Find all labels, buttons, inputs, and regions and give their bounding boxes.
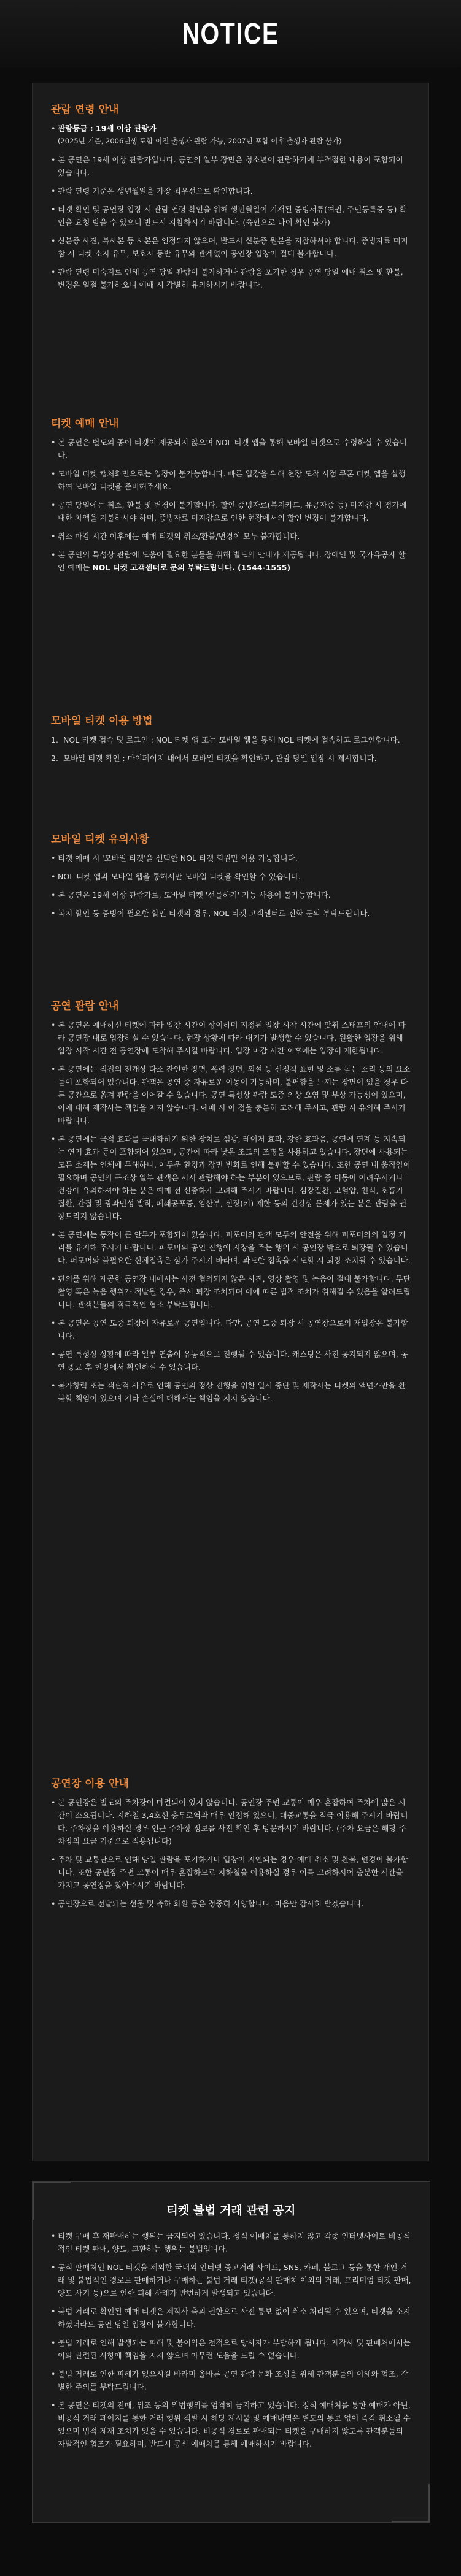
- notice-item: [51, 1348, 412, 1374]
- item-text: 티켓 구매 후 재판매하는 행위는 금지되어 있습니다. 정식 예매처를 통하지 않고 각종 인터넷사이트 비공식적인 티켓 판매, 양도, 교환하는 행위는 불법입니다.: [58, 2231, 411, 2253]
- item-emphasis: NOL 티켓 고객센터로 문의: [92, 563, 185, 572]
- item-text: 공연 특성상 상황에 따라 일부 연출이 유동적으로 진행될 수 있습니다. 캐스팅은 사전 공지되지 않으며, 공연 종료 후 현장에서 확인하실 수 있습니다.: [58, 1350, 408, 1372]
- notice-item: [51, 266, 412, 291]
- item-text: 관람 연령 미숙지로 인해 공연 당일 관람이 불가하거나 관람을 포기한 경우 공연 당일 예매 취소 및 환불, 변경은 일절 불가하오니 예매 시 각별히 유의하시기 바랍니다.: [58, 267, 403, 289]
- section-heading: 관람 연령 안내: [51, 104, 119, 116]
- illegal-trade-title: 티켓 불법 거래 관련 공지: [166, 2204, 296, 2217]
- item-text: NOL 티켓 접속 및 로그인 : NOL 티켓 앱 또는 모바일 웹을 통해 NOL 티켓에 접속하고 로그인합니다.: [63, 735, 400, 744]
- notice-item: [51, 436, 412, 462]
- notice-item: [51, 234, 412, 260]
- notice-item: [51, 2336, 412, 2362]
- item-text: 본 공연은 공연 도중 퇴장이 자유로운 공연입니다. 다만, 공연 도중 퇴장 시 공연장으로의 재입장은 불가합니다.: [58, 1318, 408, 1340]
- item-text: 신분증 사진, 복사본 등 사본은 인정되지 않으며, 반드시 신분증 원본을 지참하셔야 합니다. 증빙자료 미지참 시 티켓 소지 유무, 보호자 동반 유무와 관계없이 공연장 입장이 절대 불가합니다.: [58, 236, 408, 258]
- notice-item: [51, 1796, 412, 1848]
- item-text: 공연 당일에는 취소, 환불 및 변경이 불가합니다. 할인 증빙자료(복지카드, 유공자증 등) 미지참 시 정가에 대한 차액을 지불하셔야 하며, 증빙자료 미지참으로 인한 현장에서의 할인 변경이 불가합니다.: [58, 500, 407, 522]
- age-section: [51, 101, 412, 297]
- section-heading: 티켓 예매 안내: [51, 418, 119, 430]
- item-text: 본 공연의 특성상 관람에 도움이 필요한 분들을 위해 별도의 안내가 제공됩니다. 장애인 및 국가유공자 할인 예매는: [58, 550, 406, 572]
- notice-item: [51, 548, 412, 574]
- item-text: NOL 티켓 앱과 모바일 웹을 통해서만 모바일 티켓을 확인할 수 있습니다.: [58, 872, 301, 881]
- notice-item: [51, 2368, 412, 2393]
- item-text: 본 공연은 19세 이상 관람가입니다. 공연의 일부 장면은 청소년이 관람하기에 부적절한 내용이 포함되어 있습니다.: [58, 155, 403, 177]
- notice-item: [51, 852, 412, 865]
- item-text: (2025년 기준, 2006년생 포함 이전 출생자 관람 가능, 2007년 포함 이후 출생자 관람 불가): [58, 137, 342, 145]
- notice-item: [51, 1228, 412, 1267]
- notice-item: [51, 122, 412, 148]
- notice-item: [51, 733, 412, 746]
- item-text: 불법 거래로 인해 발생되는 피해 및 불이익은 전적으로 당사자가 부담하게 됩니다. 제작사 및 판매처에서는 이와 관련된 사항에 책임을 지지 않으며 아무런 도움을 드릴 수 없습니다.: [58, 2338, 411, 2360]
- item-number: 2.: [51, 754, 58, 763]
- item-text: 모바일 티켓 확인 : 마이페이지 내에서 모바일 티켓을 확인하고, 관람 당일 입장 시 제시합니다.: [63, 754, 377, 763]
- notice-item: [51, 530, 412, 543]
- section-heading: 모바일 티켓 이용 방법: [51, 715, 153, 727]
- notice-item: [51, 1272, 412, 1311]
- item-text: 티켓 예매 시 '모바일 티켓'을 선택한 NOL 티켓 회원만 이용 가능합니다.: [58, 854, 298, 863]
- notice-item: [51, 907, 412, 920]
- notice-list: [51, 1019, 412, 1405]
- viewing-section: [51, 997, 412, 1410]
- item-text: 티켓 확인 및 공연장 입장 시 관람 연령 확인을 위해 생년월일이 기재된 증빙서류(여권, 주민등록증 등) 확인을 요청 받을 수 있으니 반드시 지참하시기 바랍니다. (육안으로 나이 확인 불가): [58, 205, 407, 227]
- notice-item: [51, 1379, 412, 1405]
- item-text: 본 공연은 별도의 종이 티켓이 제공되지 않으며 NOL 티켓 앱을 통해 모바일 티켓으로 수령하실 수 있습니다.: [58, 438, 407, 460]
- item-text: 관람 연령 기준은 생년월일을 가장 최우선으로 확인합니다.: [58, 186, 253, 196]
- notice-item: [51, 1063, 412, 1127]
- notice-banner: [0, 0, 461, 67]
- notice-item: [51, 1853, 412, 1892]
- item-text: 불가항력 또는 객관적 사유로 인해 공연의 정상 진행을 위한 일시 중단 및 제작사는 티켓의 액면가만을 환불할 책임이 있으며 기타 손실에 대해서는 책임을 지지 않습니다.: [58, 1381, 406, 1403]
- item-tail: 부탁드립니다. (1544-1555): [185, 563, 291, 572]
- notice-list: [51, 852, 412, 920]
- notice-item: [51, 2261, 412, 2299]
- howto-section: [51, 712, 412, 770]
- illegal-trade-section: [51, 2230, 412, 2456]
- item-text: 불법 거래로 인한 피해가 없으시길 바라며 올바른 공연 관람 문화 조성을 위해 관객분들의 이해와 협조, 각별한 주의를 부탁드립니다.: [58, 2369, 408, 2391]
- illegal-trade-panel: [32, 2181, 430, 2523]
- item-text: 본 공연은 예매하신 티켓에 따라 입장 시간이 상이하며 지정된 입장 시작 시간에 맞춰 스태프의 안내에 따라 공연장 내로 입장하실 수 있습니다. 현장 상황에 따라 대기가 발생할 수 있습니다. 원활한 입장을 위해 입장 시작 시간 전 공연장에 도착해 주시길 바랍니다. 입장 마감 시간 이후에는 입장이 제한됩니다.: [58, 1020, 406, 1055]
- venue-section: [51, 1775, 412, 1916]
- notice-item: [51, 870, 412, 883]
- item-text: 공연장으로 전달되는 선물 및 축하 화환 등은 정중히 사양합니다. 마음만 감사히 받겠습니다.: [58, 1899, 364, 1908]
- item-text: 공식 판매처인 NOL 티켓을 제외한 국내외 인터넷 중고거래 사이트, SNS, 카페, 블로그 등을 통한 개인 거래 및 불법적인 경로로 판매하거나 구매하는 불법 거래 티켓(공식 판매처 이외의 거래, 프리미엄 티켓 판매, 양도 사기 등)으로 인한 피해 사례가 반번하게 발생되고 있습니다.: [58, 2263, 411, 2298]
- notice-item: [51, 1317, 412, 1342]
- item-text: 불법 거래로 확인된 예매 티켓은 제작사 측의 권한으로 사전 통보 없이 취소 처리될 수 있으며, 티켓을 소지하셨더라도 공연 당일 입장이 불가합니다.: [58, 2307, 411, 2329]
- section-heading: 공연 관람 안내: [51, 1000, 119, 1012]
- mobile-section: [51, 830, 412, 925]
- section-heading: 공연장 이용 안내: [51, 1778, 129, 1790]
- item-text: 복지 할인 등 증빙이 필요한 할인 티켓의 경우, NOL 티켓 고객센터로 전화 문의 부탁드립니다.: [58, 909, 370, 918]
- notice-list: [51, 122, 412, 291]
- item-text: 본 공연은 티켓의 전매, 위조 등의 위법행위를 엄격히 금지하고 있습니다. 정식 예매처를 통한 예매가 아닌, 비공식 거래 페이지를 통한 거래 행위 적발 시 해당 계시물 및 예매내역은 별도의 통보 없이 즉각 취소될 수 있으며 법적 제재 조치가 있을 수 있습니다. 비공식 경로로 판매되는 티켓을 구매하지 않도록 관객분들의 자발적인 협조가 필요하며, 반드시 공식 예매처를 통해 예매하시기 바랍니다.: [58, 2401, 411, 2448]
- notice-panel: [32, 83, 429, 2161]
- notice-item: [51, 499, 412, 524]
- notice-item: [51, 2230, 412, 2255]
- notice-item: [51, 889, 412, 901]
- item-text: 본 공연에는 극적 효과를 극대화하기 위한 장치로 섬광, 레이저 효과, 강한 효과음, 공연에 연계 등 지속되는 연기 효과 등이 포함되어 있으며, 공간에 따라 낮은 조도의 조명을 사용하고 있습니다. 장면에 사용되는 모든 소재는 인체에 무해하나, 어두운 환경과 장면 변화로 인해 불편할 수 있습니다. 또한 공연 내 움직임이 필요하며 공연의 구조상 일부 관객은 서서 관람해야 하는 부분이 있으므로, 관람 중 이동이 어려우시거나 건강에 유의하셔야 하는 분은 예매 전 신중하게 고려해 주시기 바랍니다. 심장질환, 고혈압, 천식, 호흡기 질환, 간질 및 광과민성 발작, 폐쇄공포증, 임산부, 신장(키) 제한 등의 건강상 문제가 있는 분은 관람을 권장드리지 않습니다.: [58, 1134, 411, 1221]
- page-title: NOTICE: [182, 17, 279, 50]
- notice-list: [51, 436, 412, 574]
- item-emphasis: • 관람등급 : 19세 이상 관람가: [58, 124, 157, 133]
- notice-item: [51, 153, 412, 179]
- section-heading: 모바일 티켓 유의사항: [51, 833, 149, 846]
- notice-item: [51, 203, 412, 229]
- item-text: 본 공연장은 별도의 주차장이 마련되어 있지 않습니다. 공연장 주변 교통이 매우 혼잡하여 주차에 많은 시간이 소요됩니다. 지하철 3,4호선 충무로역과 매우 인접해 있으니, 대중교통을 적극 이용해 주시기 바랍니다. 주차장을 이용하실 경우 인근 주차장 정보를 사전 확인 후 방문하시기 바랍니다. (주차 요금은 해당 주차장의 요금 기준으로 적용됩니다): [58, 1798, 408, 1846]
- item-text: 본 공연은 19세 이상 관람가로, 모바일 티켓 '선물하기' 기능 사용이 불가능합니다.: [58, 890, 331, 900]
- item-text: 주차 및 교통난으로 인해 당일 관람을 포기하거나 입장이 지연되는 경우 예매 취소 및 환불, 변경이 불가합니다. 또한 공연장 주변 교통이 매우 혼잡하므로 지하철을 이용하실 경우 이를 고려하시어 충분한 시간을 가지고 공연장을 찾아주시기 바랍니다.: [58, 1855, 408, 1890]
- notice-item: [51, 2305, 412, 2331]
- item-number: 1.: [51, 735, 58, 744]
- item-text: 취소 마감 시간 이후에는 예매 티켓의 취소/환불/변경이 모두 불가합니다.: [58, 532, 300, 541]
- corner-ornament: [392, 2484, 430, 2522]
- notice-item: [51, 185, 412, 197]
- notice-item: [51, 467, 412, 493]
- notice-item: [51, 1133, 412, 1223]
- notice-list: [51, 2230, 412, 2450]
- notice-item: [51, 1019, 412, 1057]
- item-text: 모바일 티켓 캡처화면으로는 입장이 불가능합니다. 빠른 입장을 위해 현장 도착 시점 쿠폰 티켓 앱을 실행하여 모바일 티켓을 준비해주세요.: [58, 469, 406, 491]
- notice-list: [51, 733, 412, 765]
- item-text: 편의를 위해 제공한 공연장 내에서는 사전 협의되지 않은 사진, 영상 촬영 및 녹음이 절대 불가합니다. 무단 촬영 혹은 녹음 행위가 적발될 경우, 즉시 퇴장 조치되며 이에 따른 법적 조치가 취해질 수 있음을 알려드립니다. 관객분들의 적극적인 협조 부탁드립니다.: [58, 1274, 411, 1309]
- notice-item: [51, 1897, 412, 1910]
- notice-item: [51, 2399, 412, 2450]
- notice-list: [51, 1796, 412, 1910]
- item-text: 본 공연에는 동작이 큰 안무가 포함되어 있습니다. 퍼포머와 관객 모두의 안전을 위해 퍼포머와의 일정 거리를 유지해 주시기 바랍니다. 퍼포머의 공연 진행에 지장을 주는 행위 시 공연장 밖으로 퇴장될 수 있습니다. 퍼포머와 불필요한 신체접촉은 삼가 주시기 바라며, 과도한 접촉을 시도할 시 퇴장 조치될 수 있습니다.: [58, 1230, 411, 1265]
- booking-section: [51, 415, 412, 579]
- notice-item: [51, 752, 412, 765]
- item-text: 본 공연에는 직접의 전개상 다소 잔인한 장면, 폭력 장면, 외설 등 선정적 표현 및 소름 돋는 소리 등의 요소들이 포함되어 있습니다. 관객은 공연 중 자유로운 이동이 가능하며, 불편함을 느끼는 장면이 있을 경우 다른 공간으로 옮겨 관람을 이어갈 수 있습니다. 공연 특성상 관람 도중 의상 오염 및 부상 가능성이 있으며, 이에 대해 제작사는 책임을 지지 않습니다. 예매 시 이 점을 충분히 고려해 주시고, 관람 시 유의해 주시기 바랍니다.: [58, 1064, 411, 1125]
